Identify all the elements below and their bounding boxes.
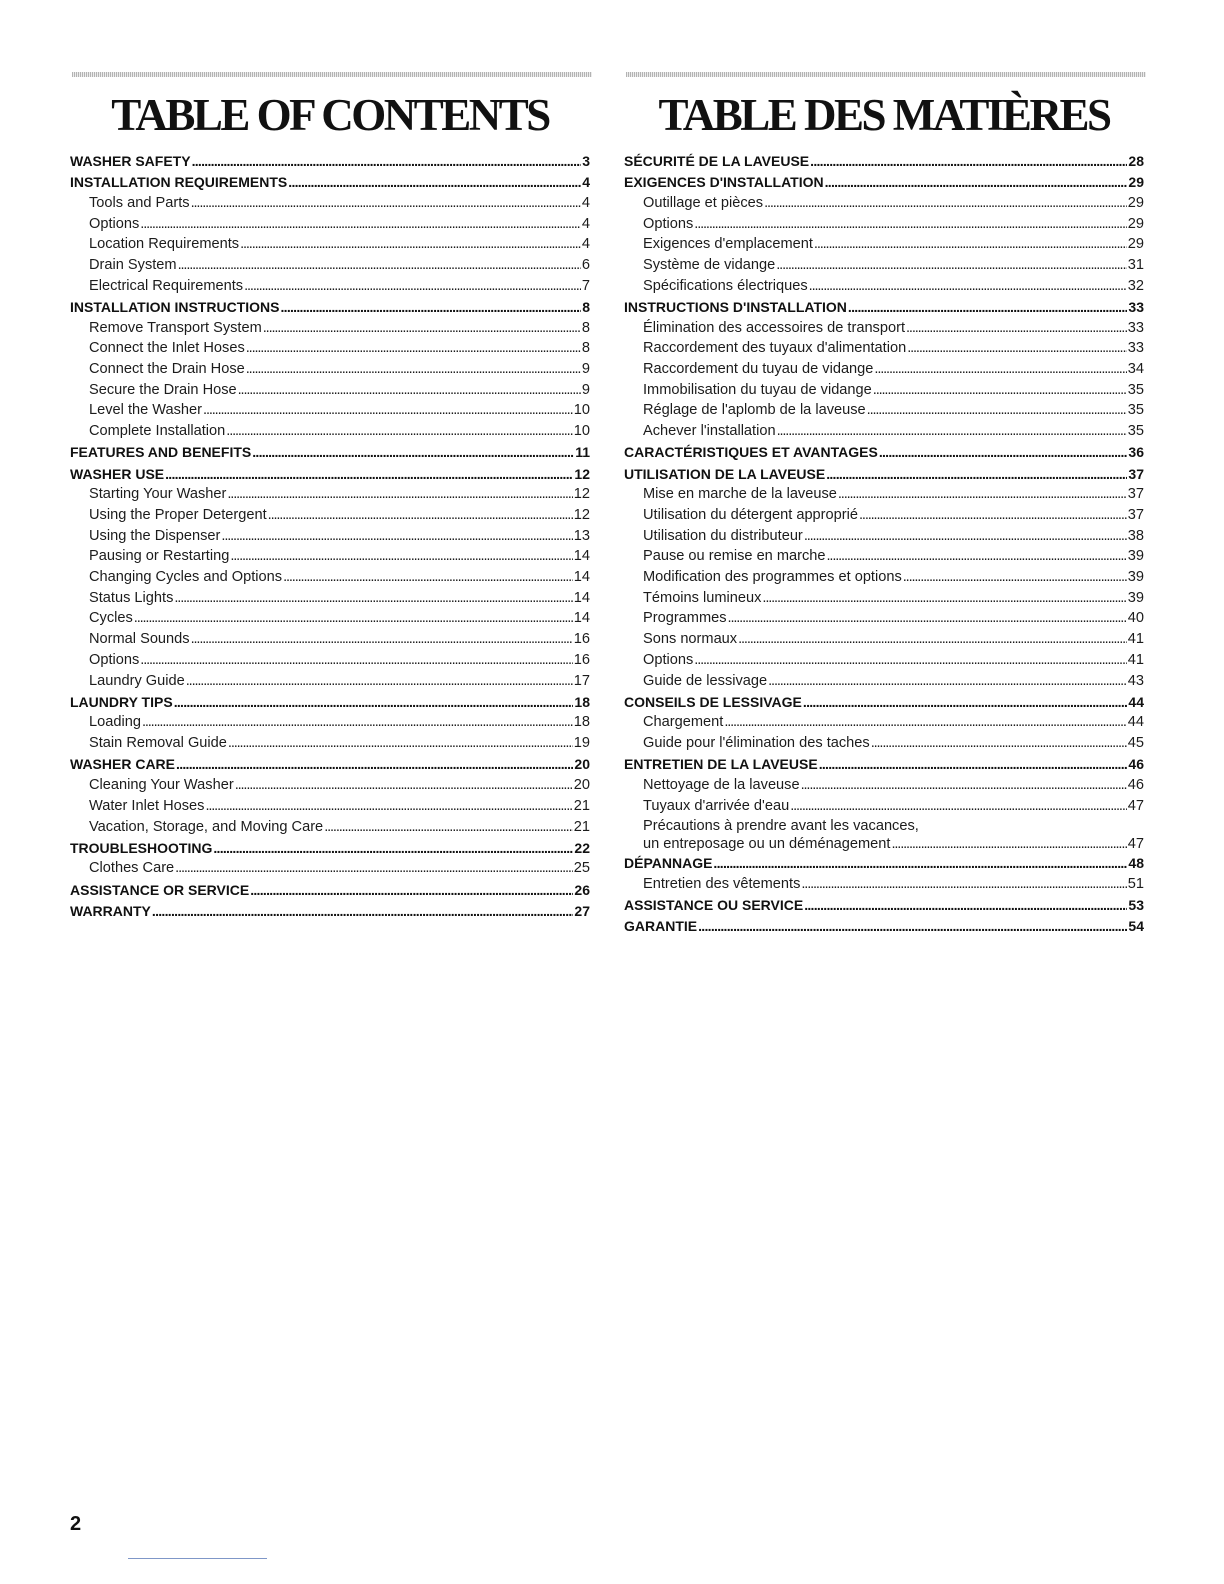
toc-item[interactable]: Modification des programmes et options . . . 39 [624, 567, 1144, 588]
toc-item[interactable]: Raccordement du tuyau de vidange . . . 34 [624, 359, 1144, 380]
toc-item[interactable]: Réglage de l'aplomb de la laveuse . . . 35 [624, 400, 1144, 421]
toc-item[interactable]: Pause ou remise en marche . . . 39 [624, 546, 1144, 567]
toc-item[interactable]: Achever l'installation . . . 35 [624, 421, 1144, 442]
toc-item[interactable]: Using the Proper Detergent . . . 12 [70, 505, 590, 526]
toc-section[interactable]: GARANTIE . . . 54 [624, 916, 1144, 937]
toc-item[interactable]: Water Inlet Hoses . . . 21 [70, 796, 590, 817]
toc-section[interactable]: CONSEILS DE LESSIVAGE . . . 44 [624, 692, 1144, 713]
toc-item[interactable]: Élimination des accessoires de transport . . . 33 [624, 318, 1144, 339]
toc-item[interactable]: Tuyaux d'arrivée d'eau . . . 47 [624, 796, 1144, 817]
toc-item[interactable]: Témoins lumineux . . . 39 [624, 588, 1144, 609]
toc-item[interactable]: Vacation, Storage, and Moving Care . . . 21 [70, 817, 590, 838]
toc-item[interactable]: Electrical Requirements . . . 7 [70, 276, 590, 297]
english-toc [70, 72, 590, 922]
toc-section[interactable]: INSTRUCTIONS D'INSTALLATION . . . 33 [624, 297, 1144, 318]
toc-section[interactable]: WASHER CARE . . . 20 [70, 754, 590, 775]
french-toc [624, 72, 1144, 937]
toc-section[interactable]: UTILISATION DE LA LAVEUSE . . . 37 [624, 464, 1144, 485]
toc-item[interactable]: Clothes Care . . . 25 [70, 858, 590, 879]
toc-item[interactable]: Utilisation du détergent approprié . . . 37 [624, 505, 1144, 526]
toc-item[interactable]: Level the Washer . . . 10 [70, 400, 590, 421]
toc-item[interactable]: Changing Cycles and Options . . . 14 [70, 567, 590, 588]
toc-item[interactable]: Outillage et pièces . . . 29 [624, 193, 1144, 214]
toc-section[interactable]: INSTALLATION INSTRUCTIONS . . . 8 [70, 297, 590, 318]
toc-section[interactable]: SÉCURITÉ DE LA LAVEUSE . . . 28 [624, 151, 1144, 172]
toc-section[interactable]: INSTALLATION REQUIREMENTS . . . 4 [70, 172, 590, 193]
toc-item[interactable]: Complete Installation . . . 10 [70, 421, 590, 442]
toc-item[interactable]: Programmes . . . 40 [624, 608, 1144, 629]
toc-list [70, 151, 590, 922]
toc-section[interactable]: EXIGENCES D'INSTALLATION . . . 29 [624, 172, 1144, 193]
toc-item[interactable]: Location Requirements . . . 4 [70, 234, 590, 255]
toc-item[interactable]: Guide pour l'élimination des taches . . . 45 [624, 733, 1144, 754]
toc-section[interactable]: WASHER USE . . . 12 [70, 464, 590, 485]
toc-item[interactable]: Secure the Drain Hose . . . 9 [70, 380, 590, 401]
toc-item[interactable]: Guide de lessivage . . . 43 [624, 671, 1144, 692]
toc-item[interactable]: Spécifications électriques . . . 32 [624, 276, 1144, 297]
toc-item[interactable]: Nettoyage de la laveuse . . . 46 [624, 775, 1144, 796]
toc-item[interactable]: Status Lights . . . 14 [70, 588, 590, 609]
toc-item[interactable]: Pausing or Restarting . . . 14 [70, 546, 590, 567]
toc-item[interactable]: Utilisation du distributeur . . . 38 [624, 526, 1144, 547]
toc-item[interactable]: Normal Sounds . . . 16 [70, 629, 590, 650]
toc-item[interactable]: Cleaning Your Washer . . . 20 [70, 775, 590, 796]
toc-item[interactable]: Connect the Inlet Hoses . . . 8 [70, 338, 590, 359]
toc-item[interactable]: Système de vidange . . . 31 [624, 255, 1144, 276]
toc-item[interactable]: Cycles . . . 14 [70, 608, 590, 629]
toc-item[interactable]: Connect the Drain Hose . . . 9 [70, 359, 590, 380]
toc-item[interactable]: Précautions à prendre avant les vacances, un entreposage ou un déménagement . . . 47 [624, 817, 1144, 853]
toc-item[interactable]: Stain Removal Guide . . . 19 [70, 733, 590, 754]
toc-section[interactable]: ENTRETIEN DE LA LAVEUSE . . . 46 [624, 754, 1144, 775]
title-rule [626, 72, 1146, 77]
toc-item[interactable]: Tools and Parts . . . 4 [70, 193, 590, 214]
toc-item[interactable]: Chargement . . . 44 [624, 712, 1144, 733]
toc-section[interactable]: ASSISTANCE OR SERVICE . . . 26 [70, 880, 590, 901]
footer-link-underline [128, 1558, 267, 1559]
title-rule [72, 72, 592, 77]
toc-item[interactable]: Mise en marche de la laveuse . . . 37 [624, 484, 1144, 505]
toc-section[interactable]: FEATURES AND BENEFITS . . . 11 [70, 442, 590, 463]
toc-section[interactable]: TROUBLESHOOTING . . . 22 [70, 838, 590, 859]
toc-item[interactable]: Exigences d'emplacement . . . 29 [624, 234, 1144, 255]
toc-section[interactable]: WARRANTY . . . 27 [70, 901, 590, 922]
toc-item[interactable]: Remove Transport System . . . 8 [70, 318, 590, 339]
toc-item[interactable]: Options . . . 16 [70, 650, 590, 671]
toc-list [624, 151, 1144, 937]
toc-item[interactable]: Drain System . . . 6 [70, 255, 590, 276]
toc-item[interactable]: Loading . . . 18 [70, 712, 590, 733]
page-title: TABLE OF CONTENTS [111, 90, 549, 140]
toc-item[interactable]: Using the Dispenser . . . 13 [70, 526, 590, 547]
page-number: 2 [70, 1513, 82, 1535]
toc-item[interactable]: Raccordement des tuyaux d'alimentation . . . 33 [624, 338, 1144, 359]
toc-section[interactable]: LAUNDRY TIPS . . . 18 [70, 692, 590, 713]
toc-item[interactable]: Options . . . 29 [624, 214, 1144, 235]
toc-section[interactable]: DÉPANNAGE . . . 48 [624, 853, 1144, 874]
toc-item[interactable]: Sons normaux . . . 41 [624, 629, 1144, 650]
toc-item[interactable]: Immobilisation du tuyau de vidange . . . 35 [624, 380, 1144, 401]
toc-item[interactable]: Options . . . 4 [70, 214, 590, 235]
toc-item[interactable]: Laundry Guide . . . 17 [70, 671, 590, 692]
page-title: TABLE DES MATIÈRES [658, 90, 1110, 140]
toc-section[interactable]: ASSISTANCE OU SERVICE . . . 53 [624, 895, 1144, 916]
toc-item[interactable]: Starting Your Washer . . . 12 [70, 484, 590, 505]
toc-item[interactable]: Entretien des vêtements . . . 51 [624, 874, 1144, 895]
toc-section[interactable]: CARACTÉRISTIQUES ET AVANTAGES . . . 36 [624, 442, 1144, 463]
toc-section[interactable]: WASHER SAFETY . . . 3 [70, 151, 590, 172]
toc-item[interactable]: Options . . . 41 [624, 650, 1144, 671]
